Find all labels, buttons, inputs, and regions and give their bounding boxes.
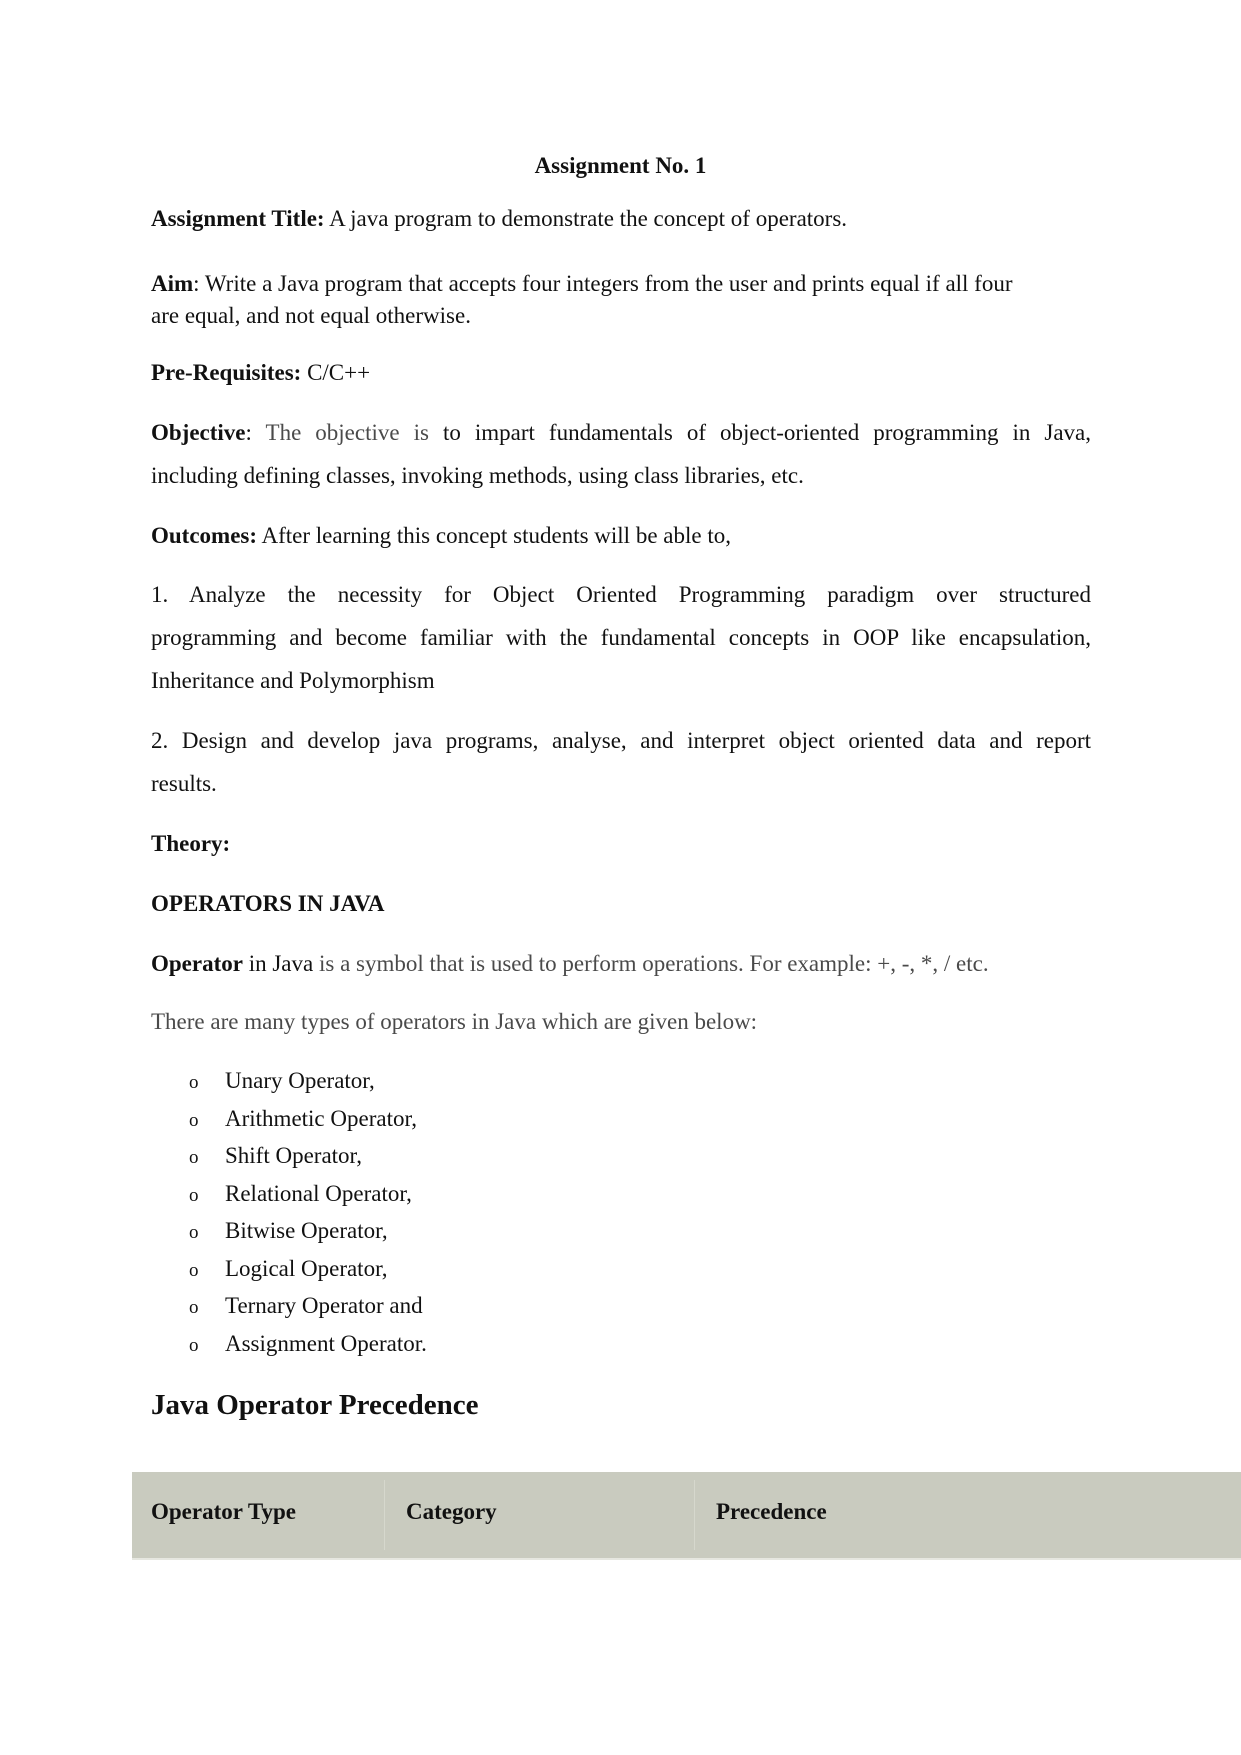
operator-def-gray: is a symbol that is used to perform operations. For example: +, -, *, / etc. <box>313 951 989 976</box>
list-item-text: Ternary Operator and <box>225 1293 423 1318</box>
aim-text-1: : Write a Java program that accepts four integers from the user and prints equal if all four <box>193 271 1013 296</box>
operator-definition <box>151 948 1091 980</box>
outcome-2-line-1: 2. Design and develop java programs, analyse, and interpret object oriented data and report <box>151 728 1091 753</box>
bullet-icon: o <box>189 1334 199 1356</box>
objective-gray-text: The objective is <box>265 420 429 445</box>
page-title: Assignment No. 1 <box>534 153 707 178</box>
operator-def-plain: in Java <box>242 951 314 976</box>
aim-line-1 <box>151 268 1091 300</box>
list-item-text: Unary Operator, <box>225 1068 375 1093</box>
bullet-icon: o <box>189 1297 199 1318</box>
list-item-text: Assignment Operator. <box>225 1330 427 1356</box>
prerequisites-text: C/C++ <box>307 360 371 385</box>
table-header-category: Category <box>406 1499 497 1524</box>
bullet-icon: o <box>189 1184 199 1206</box>
bullet-icon: o <box>189 1222 199 1243</box>
bullet-icon: o <box>189 1259 199 1281</box>
list-item-text: Logical Operator, <box>225 1255 388 1281</box>
outcome-1-line-1: 1. Analyze the necessity for Object Oriented Programming paradigm over structured <box>151 582 1091 607</box>
list-item-text: Arithmetic Operator, <box>225 1105 417 1131</box>
precedence-heading: Java Operator Precedence <box>151 1389 479 1421</box>
objective-text-1: to impart fundamentals of object-oriented programming in Java, <box>442 420 1091 445</box>
list-item-text: Relational Operator, <box>225 1180 412 1206</box>
operator-types-intro: There are many types of operators in Java which are given below: <box>151 1009 758 1034</box>
table-header-operator-type: Operator Type <box>151 1499 297 1524</box>
list-item-text: Bitwise Operator, <box>225 1218 388 1243</box>
prerequisites-line <box>151 357 1091 389</box>
table-header-precedence: Precedence <box>716 1499 827 1524</box>
assignment-title-text: A java program to demonstrate the concept of operators. <box>329 206 848 231</box>
objective-line-1 <box>151 417 1091 449</box>
operator-def-bold: Operator <box>151 951 243 976</box>
outcome-1-line-2: programming and become familiar with the fundamental concepts in OOP like encapsulation, <box>151 625 1091 650</box>
table-header-divider <box>384 1480 385 1550</box>
objective-label: Objective <box>151 420 246 445</box>
prerequisites-label: Pre-Requisites: <box>151 360 302 385</box>
aim-label: Aim <box>151 271 194 296</box>
outcome-2-line-2: results. <box>151 771 217 796</box>
objective-line-2: including defining classes, invoking methods, using class libraries, etc. <box>151 463 804 488</box>
bullet-icon: o <box>189 1109 199 1131</box>
bullet-icon: o <box>189 1072 199 1093</box>
outcomes-line <box>151 520 1091 552</box>
list-item-text: Shift Operator, <box>225 1143 363 1168</box>
precedence-table-header <box>132 1472 1241 1560</box>
outcomes-label: Outcomes: <box>151 523 258 548</box>
outcome-1-line-3: Inheritance and Polymorphism <box>151 668 435 693</box>
table-header-divider <box>694 1480 695 1550</box>
outcomes-text: After learning this concept students will be able to, <box>261 523 731 548</box>
theory-label: Theory: <box>151 831 231 856</box>
assignment-title-label: Assignment Title: <box>151 206 325 231</box>
assignment-title-line <box>151 203 1091 235</box>
objective-colon: : <box>245 420 252 445</box>
operators-heading: OPERATORS IN JAVA <box>151 891 385 916</box>
aim-line-2: are equal, and not equal otherwise. <box>151 303 471 328</box>
bullet-icon: o <box>189 1147 199 1168</box>
